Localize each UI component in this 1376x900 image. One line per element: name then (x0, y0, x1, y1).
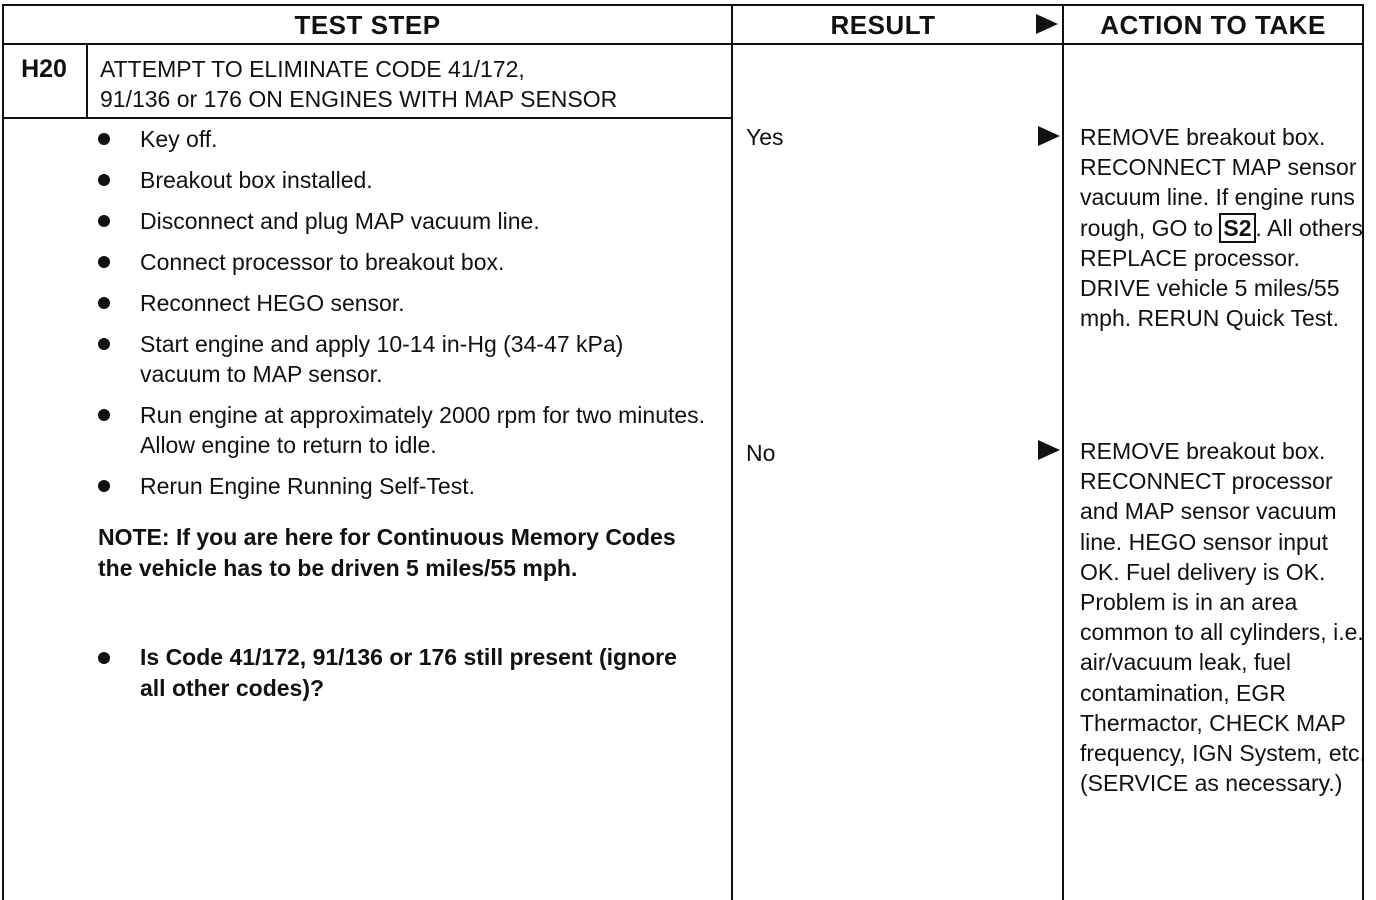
step-reference-s2: S2 (1219, 213, 1255, 243)
bullet-icon (98, 133, 110, 145)
no-arrow-icon (1038, 440, 1060, 460)
bullet-icon (98, 409, 110, 421)
step-id-divider (86, 44, 88, 118)
bullet-icon (98, 256, 110, 268)
procedure-item: Reconnect HEGO sensor. (96, 288, 706, 318)
bullet-icon (98, 480, 110, 492)
yes-arrow-icon (1038, 126, 1060, 146)
bullet-icon (98, 652, 110, 664)
bullet-icon (98, 297, 110, 309)
test-question-text: Is Code 41/172, 91/136 or 176 still present (ignore all other codes)? (140, 644, 677, 701)
result-yes: Yes (746, 124, 784, 150)
header-action: ACTION TO TAKE (1100, 9, 1326, 40)
test-question (96, 642, 706, 704)
header-test-step: TEST STEP (294, 9, 441, 40)
procedure-item: Key off. (96, 124, 706, 154)
bullet-icon (98, 215, 110, 227)
bullet-icon (98, 338, 110, 350)
step-id: H20 (21, 55, 67, 83)
result-column-divider (731, 4, 733, 900)
procedure-item: Start engine and apply 10-14 in-Hg (34-47 kPa) vacuum to MAP sensor. (96, 329, 706, 389)
bullet-icon (98, 174, 110, 186)
procedure-item: Run engine at approximately 2000 rpm for two minutes. Allow engine to return to idle. (96, 400, 706, 460)
procedure-item: Rerun Engine Running Self-Test. (96, 471, 706, 501)
step-title-line-2: 91/136 or 176 ON ENGINES WITH MAP SENSOR (100, 86, 618, 112)
header-result: RESULT (830, 9, 936, 40)
continuous-memory-note: NOTE: If you are here for Continuous Memory Codes the vehicle has to be driven 5 miles/55 mph. (98, 524, 676, 581)
action-column-divider (1062, 4, 1064, 900)
procedure-item: Breakout box installed. (96, 165, 706, 195)
step-title-bottom-border (2, 117, 732, 119)
action-yes: REMOVE breakout box. RECONNECT MAP sensor vacuum line. If engine runs rough, GO to S2 . All others REPLACE processor. DRIVE vehicle 5 miles/55 mph. RERUN Quick Test. (1080, 124, 1363, 332)
action-no: REMOVE breakout box. RECONNECT processor and MAP sensor vacuum line. HEGO sensor input OK. Fuel delivery is OK. Problem is in an area common to all cylinders, i.e. air/vacuum leak, fuel contamination, EGR Thermactor, CHECK MAP frequency, IGN System, etc. (SERVICE as necessary.) (1080, 438, 1366, 797)
header-arrow-icon (1036, 14, 1058, 34)
procedure-item: Disconnect and plug MAP vacuum line. (96, 206, 706, 236)
result-no: No (746, 440, 776, 466)
left-border (2, 4, 4, 900)
procedure-list (96, 124, 706, 512)
procedure-item: Connect processor to breakout box. (96, 247, 706, 277)
step-title (100, 54, 720, 114)
step-title-line-1: ATTEMPT TO ELIMINATE CODE 41/172, (100, 56, 525, 82)
